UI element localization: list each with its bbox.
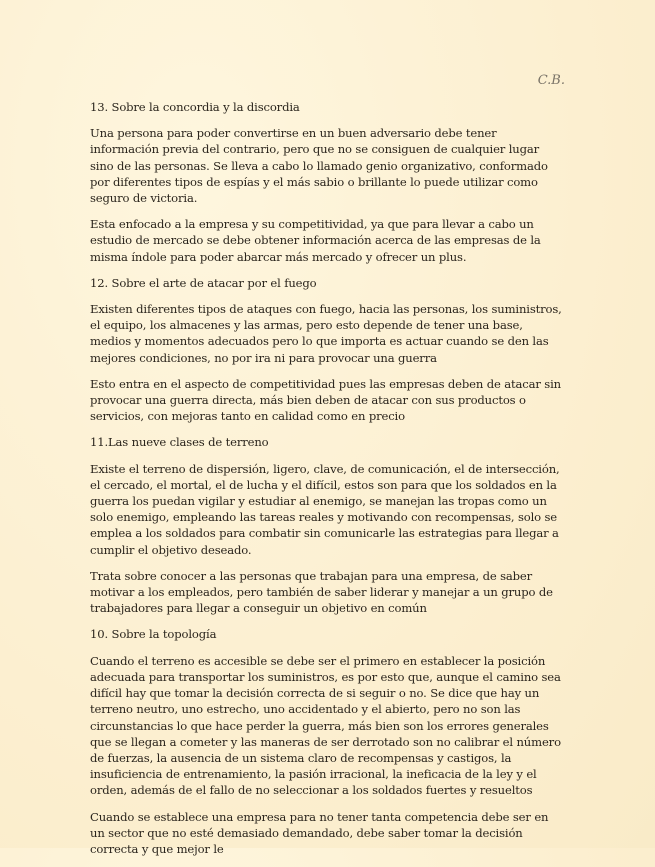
section-heading: 12. Sobre el arte de atacar por el fuego — [90, 275, 317, 290]
paragraph: Existen diferentes tipos de ataques con fuego, hacia las personas, los suministros, el equipo, los almacenes y las armas, pero esto depende de tener una base, medios y momentos adecuados pero lo que importa es actuar cuando se den las mejores condiciones, no por ira ni para provocar una guerra — [90, 302, 562, 365]
paragraph: Cuando se establece una empresa para no tener tanta competencia debe ser en un sector que no esté demasiado demandado, debe saber tomar la decisión correcta y que mejor le — [90, 809, 549, 856]
author-initials: C.B. — [537, 73, 565, 88]
paragraph: Esta enfocado a la empresa y su competitividad, ya que para llevar a cabo un estudio de mercado se debe obtener información acerca de las empresas de la misma índole para poder abarcar más mercado y ofrecer un plus. — [90, 217, 541, 264]
document-body — [90, 99, 564, 867]
section-heading: 13. Sobre la concordia y la discordia — [90, 100, 300, 114]
paragraph: Cuando el terreno es accesible se debe ser el primero en establecer la posición adecuada para transportar los suministros, es por esto que, aunque el camino sea difícil hay que tomar la decisión correcta de si seguir o no. Se dice que hay un terreno neutro, uno estrecho, uno accidentado y el abierto, pero no son las circunstancias lo que hace perder la guerra, más bien son los errores generales que se llegan a cometer y las maneras de ser derrotado son no calibrar el número de fuerzas, la ausencia de un sistema claro de recompensas y castigos, la insuficiencia de entrenamiento, la pasión irracional, la ineficacia de la ley y el orden, además de el fallo de no seleccionar a los soldados fuertes y resueltos — [90, 653, 561, 798]
paragraph: Una persona para poder convertirse en un buen adversario debe tener información previa del contrario, pero que no se consiguen de cualquier lugar sino de las personas. Se lleva a cabo lo llamado genio organizativo, conformado por diferentes tipos de espías y el más sabio o brillante lo puede utilizar como seguro de victoria. — [90, 126, 548, 206]
paragraph: Existe el terreno de dispersión, ligero, clave, de comunicación, el de intersección, el cercado, el mortal, el de lucha y el difícil, estos son para que los soldados en la guerra los puedan vigilar y estudiar al enemigo, se manejan las tropas como un solo enemigo, empleando las tareas reales y motivando con recompensas, solo se emplea a los soldados para combatir sin comunicarle las estrategias para llegar a cumplir el objetivo deseado. — [90, 461, 560, 557]
section-heading: 11.Las nueve clases de terreno — [90, 435, 269, 450]
paragraph: Trata sobre conocer a las personas que trabajan para una empresa, de saber motivar a los empleados, pero también de saber liderar y manejar a un grupo de trabajadores para llegar a conseguir un objetivo en común — [90, 568, 553, 616]
section-heading: 10. Sobre la topología — [90, 627, 217, 642]
paragraph: Esto entra en el aspecto de competitividad pues las empresas deben de atacar sin provocar una guerra directa, más bien deben de atacar con sus productos o servicios, con mejoras tanto en calidad como en precio — [90, 376, 561, 424]
